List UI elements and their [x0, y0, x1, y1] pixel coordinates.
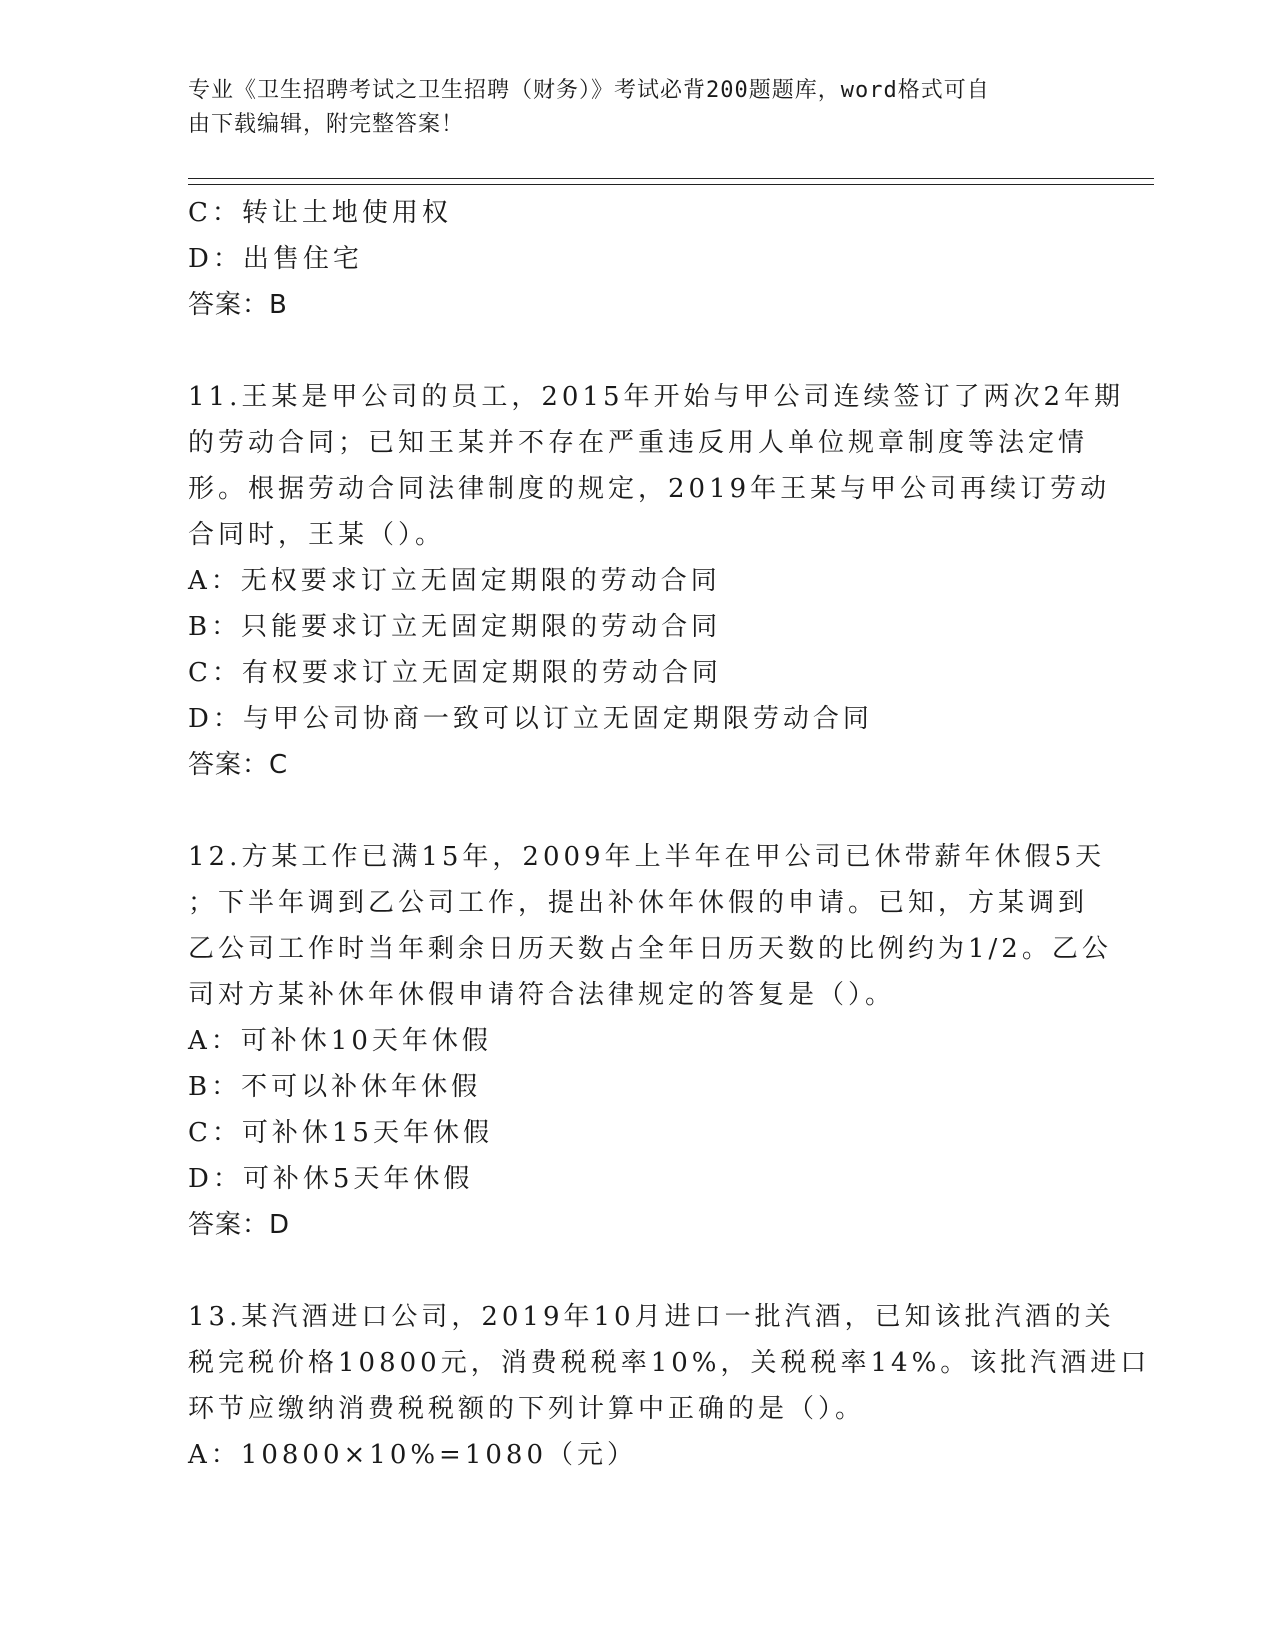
spacer	[188, 1248, 1088, 1294]
spacer	[188, 788, 1088, 834]
option-d: D：可补休5天年休假	[188, 1164, 474, 1194]
question-stem-line: 税完税价格10800元，消费税税率10%，关税税率14%。该批汽酒进口	[188, 1348, 1151, 1378]
option-b: B：不可以补休年休假	[188, 1072, 482, 1102]
option-d: D：与甲公司协商一致可以订立无固定期限劳动合同	[188, 704, 873, 734]
question-12	[188, 834, 1112, 1248]
option-a: A：10800×10%=1080（元）	[188, 1440, 638, 1470]
option-d: D：出售住宅	[188, 244, 363, 274]
question-stem-line: 合同时，王某（）。	[188, 520, 446, 550]
question-stem-line: 12.方某工作已满15年，2009年上半年在甲公司已休带薪年休假5天	[188, 842, 1106, 872]
question-stem-line: 11.王某是甲公司的员工，2015年开始与甲公司连续签订了两次2年期	[188, 382, 1125, 412]
question-stem-line: 13.某汽酒进口公司，2019年10月进口一批汽酒，已知该批汽酒的关	[188, 1302, 1115, 1332]
answer-line: 答案：B	[188, 290, 288, 320]
question-stem-line: 乙公司工作时当年剩余日历天数占全年日历天数的比例约为1/2。乙公	[188, 934, 1112, 964]
document-body	[188, 190, 1151, 1478]
question-13	[188, 1294, 1151, 1478]
spacer	[188, 328, 1088, 374]
question-stem-line: 形。根据劳动合同法律制度的规定，2019年王某与甲公司再续订劳动	[188, 474, 1111, 504]
option-c: C：有权要求订立无固定期限的劳动合同	[188, 658, 722, 688]
header-rule-top	[188, 178, 1154, 179]
document-header	[188, 74, 1068, 142]
option-b: B：只能要求订立无固定期限的劳动合同	[188, 612, 722, 642]
question-stem-line: ；下半年调到乙公司工作，提出补休年休假的申请。已知，方某调到	[188, 888, 1089, 918]
option-c: C：可补休15天年休假	[188, 1118, 493, 1148]
option-c: C：转让土地使用权	[188, 198, 452, 228]
question-11	[188, 374, 1125, 788]
answer-line: 答案：C	[188, 750, 289, 780]
question-stem-line: 环节应缴纳消费税税额的下列计算中正确的是（）。	[188, 1394, 866, 1424]
question-stem-line: 的劳动合同；已知王某并不存在严重违反用人单位规章制度等法定情	[188, 428, 1089, 458]
option-a: A：可补休10天年休假	[188, 1026, 492, 1056]
question-10-tail	[188, 190, 1088, 328]
header-line-2: 由下载编辑，附完整答案！	[188, 112, 465, 137]
option-a: A：无权要求订立无固定期限的劳动合同	[188, 566, 721, 596]
header-line-1: 专业《卫生招聘考试之卫生招聘（财务）》考试必背200题题库，word格式可自	[188, 78, 990, 103]
header-rule-bottom	[188, 184, 1154, 185]
answer-line: 答案：D	[188, 1210, 291, 1240]
question-stem-line: 司对方某补休年休假申请符合法律规定的答复是（）。	[188, 980, 896, 1010]
